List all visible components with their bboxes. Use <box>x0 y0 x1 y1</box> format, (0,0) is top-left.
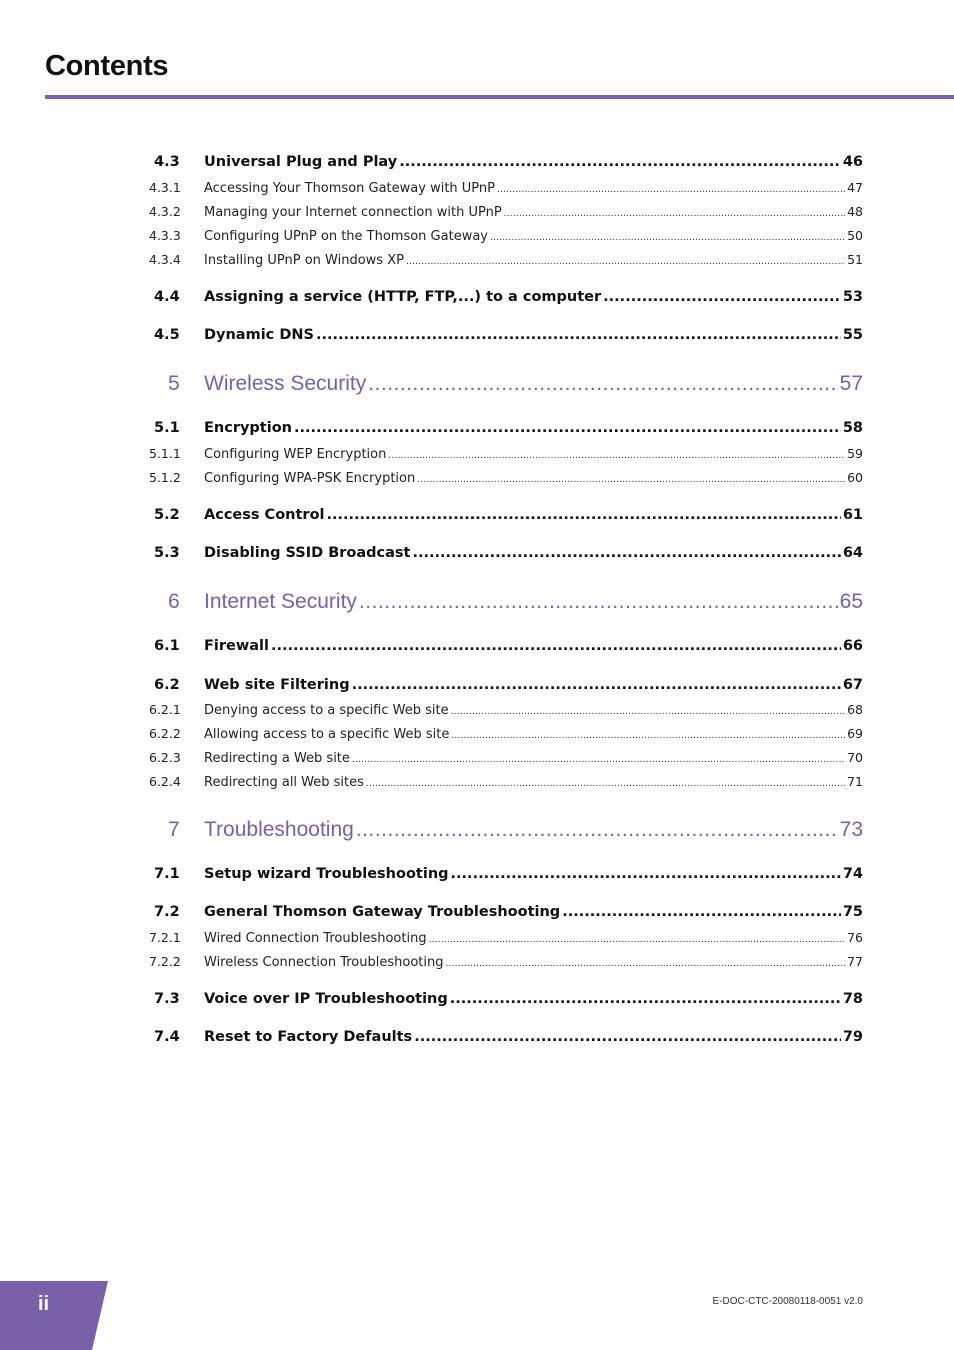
toc-dot-leader <box>451 731 845 741</box>
toc-subsection-entry[interactable] <box>140 702 863 718</box>
toc-dot-leader <box>359 590 838 614</box>
toc-entry-title: Encryption <box>204 420 292 436</box>
toc-entry-title: Assigning a service (HTTP, FTP,...) to a computer <box>204 289 602 305</box>
toc-entry-number: 5.3 <box>154 545 180 561</box>
toc-dot-leader <box>271 638 841 654</box>
toc-entry-title: Firewall <box>204 638 269 654</box>
toc-dot-leader <box>450 991 841 1007</box>
toc-entry-title: Access Control <box>204 507 325 523</box>
toc-entry-page: 58 <box>842 420 863 436</box>
toc-entry-page: 78 <box>842 991 863 1007</box>
toc-entry-page: 74 <box>842 866 863 882</box>
page-number: ii <box>38 1293 50 1315</box>
toc-entry-number: 4.5 <box>154 327 180 343</box>
toc-subsection-entry[interactable] <box>140 228 863 244</box>
page-title: Contents <box>45 50 169 82</box>
toc-dot-leader <box>497 185 845 195</box>
toc-dot-leader <box>368 372 837 396</box>
toc-entry-page: 71 <box>847 774 863 789</box>
toc-subsection-entry[interactable] <box>140 954 863 970</box>
toc-section-entry[interactable] <box>140 677 863 693</box>
toc-entry-title: Disabling SSID Broadcast <box>204 545 411 561</box>
toc-entry-number: 7.2 <box>154 904 180 920</box>
toc-section-entry[interactable] <box>140 866 863 882</box>
document-id: E-DOC-CTC-20080118-0051 v2.0 <box>712 1296 863 1307</box>
toc-entry-title: General Thomson Gateway Troubleshooting <box>204 904 561 920</box>
toc-entry-number: 6.2.4 <box>149 774 181 789</box>
toc-entry-number: 6.2 <box>154 677 180 693</box>
toc-entry-page: 51 <box>847 252 863 267</box>
toc-section-entry[interactable] <box>140 1029 863 1045</box>
toc-entry-number: 5.1.1 <box>149 446 181 461</box>
toc-section-entry[interactable] <box>140 545 863 561</box>
toc-entry-page: 59 <box>847 446 863 461</box>
toc-entry-page: 50 <box>847 228 863 243</box>
toc-entry-title: Universal Plug and Play <box>204 154 398 170</box>
toc-dot-leader <box>417 475 845 485</box>
toc-dot-leader <box>366 779 845 789</box>
toc-entry-title: Configuring UPnP on the Thomson Gateway <box>204 229 488 244</box>
toc-entry-page: 75 <box>842 904 863 920</box>
toc-section-entry[interactable] <box>140 507 863 523</box>
toc-section-entry[interactable] <box>140 991 863 1007</box>
toc-entry-page: 68 <box>847 702 863 717</box>
toc-entry-title: Voice over IP Troubleshooting <box>204 991 448 1007</box>
toc-entry-title: Dynamic DNS <box>204 327 314 343</box>
toc-subsection-entry[interactable] <box>140 470 863 486</box>
toc-entry-number: 6.2.3 <box>149 750 181 765</box>
page-tab-shape <box>0 1281 108 1350</box>
toc-entry-page: 70 <box>847 750 863 765</box>
toc-section-entry[interactable] <box>140 638 863 654</box>
toc-entry-number: 5 <box>168 372 180 395</box>
toc-entry-number: 7.4 <box>154 1029 180 1045</box>
toc-entry-number: 6.1 <box>154 638 180 654</box>
toc-dot-leader <box>352 755 845 765</box>
toc-entry-title: Wireless Security <box>204 372 367 395</box>
toc-dot-leader <box>327 507 841 523</box>
toc-entry-page: 76 <box>847 930 863 945</box>
toc-entry-page: 69 <box>847 726 863 741</box>
toc-entry-title: Wireless Connection Troubleshooting <box>204 955 444 970</box>
toc-dot-leader <box>429 935 846 945</box>
toc-entry-title: Configuring WPA-PSK Encryption <box>204 471 416 486</box>
toc-entry-number: 7.2.2 <box>149 954 181 969</box>
toc-dot-leader <box>414 1029 841 1045</box>
toc-subsection-entry[interactable] <box>140 774 863 790</box>
toc-dot-leader <box>388 451 845 461</box>
toc-section-entry[interactable] <box>140 420 863 436</box>
toc-subsection-entry[interactable] <box>140 180 863 196</box>
toc-entry-title: Troubleshooting <box>204 818 354 841</box>
toc-subsection-entry[interactable] <box>140 726 863 742</box>
toc-dot-leader <box>412 545 840 561</box>
toc-entry-title: Configuring WEP Encryption <box>204 447 387 462</box>
toc-entry-title: Denying access to a specific Web site <box>204 703 449 718</box>
toc-entry-title: Wired Connection Troubleshooting <box>204 931 427 946</box>
toc-entry-number: 4.3 <box>154 154 180 170</box>
toc-entry-page: 57 <box>839 372 863 395</box>
toc-entry-title: Setup wizard Troubleshooting <box>204 866 449 882</box>
toc-entry-number: 4.3.1 <box>149 180 181 195</box>
toc-dot-leader <box>352 677 841 693</box>
toc-chapter-entry[interactable] <box>140 818 863 842</box>
toc-dot-leader <box>603 289 841 305</box>
toc-chapter-entry[interactable] <box>140 372 863 396</box>
toc-entry-page: 48 <box>847 204 863 219</box>
toc-entry-page: 46 <box>842 154 863 170</box>
toc-section-entry[interactable] <box>140 327 863 343</box>
toc-entry-number: 4.3.4 <box>149 252 181 267</box>
toc-dot-leader <box>406 257 845 267</box>
toc-entry-page: 67 <box>842 677 863 693</box>
toc-entry-title: Installing UPnP on Windows XP <box>204 253 404 268</box>
toc-entry-number: 5.1.2 <box>149 470 181 485</box>
toc-section-entry[interactable] <box>140 289 863 305</box>
toc-dot-leader <box>399 154 841 170</box>
toc-entry-title: Web site Filtering <box>204 677 350 693</box>
toc-entry-page: 66 <box>842 638 863 654</box>
toc-entry-page: 65 <box>839 590 863 613</box>
toc-dot-leader <box>490 233 845 243</box>
toc-entry-title: Reset to Factory Defaults <box>204 1029 413 1045</box>
toc-entry-page: 79 <box>842 1029 863 1045</box>
toc-entry-number: 7.1 <box>154 866 180 882</box>
toc-entry-title: Internet Security <box>204 590 357 613</box>
toc-entry-title: Redirecting all Web sites <box>204 775 364 790</box>
toc-subsection-entry[interactable] <box>140 930 863 946</box>
toc-dot-leader <box>356 818 838 842</box>
toc-subsection-entry[interactable] <box>140 204 863 220</box>
toc-entry-page: 47 <box>847 180 863 195</box>
toc-entry-number: 7.3 <box>154 991 180 1007</box>
toc-subsection-entry[interactable] <box>140 750 863 766</box>
toc-entry-number: 5.1 <box>154 420 180 436</box>
toc-entry-page: 55 <box>842 327 863 343</box>
toc-dot-leader <box>294 420 841 436</box>
toc-entry-number: 6 <box>168 590 180 613</box>
toc-dot-leader <box>562 904 841 920</box>
toc-dot-leader <box>504 209 845 219</box>
toc-entry-page: 77 <box>847 954 863 969</box>
toc-dot-leader <box>451 707 845 717</box>
toc-entry-number: 7 <box>168 818 180 841</box>
toc-entry-title: Allowing access to a specific Web site <box>204 727 450 742</box>
toc-entry-number: 4.3.2 <box>149 204 181 219</box>
toc-entry-page: 64 <box>842 545 863 561</box>
toc-entry-number: 7.2.1 <box>149 930 181 945</box>
toc-dot-leader <box>316 327 841 343</box>
toc-entry-page: 73 <box>839 818 863 841</box>
toc-entry-title: Accessing Your Thomson Gateway with UPnP <box>204 181 495 196</box>
page-number-tab <box>0 1281 108 1350</box>
toc-dot-leader <box>451 866 841 882</box>
toc-entry-page: 60 <box>847 470 863 485</box>
toc-entry-number: 4.4 <box>154 289 180 305</box>
toc-chapter-entry[interactable] <box>140 590 863 614</box>
toc-subsection-entry[interactable] <box>140 252 863 268</box>
toc-entry-number: 4.3.3 <box>149 228 181 243</box>
toc-section-entry[interactable] <box>140 154 863 170</box>
toc-entry-number: 5.2 <box>154 507 180 523</box>
toc-entry-title: Managing your Internet connection with UPnP <box>204 205 502 220</box>
toc-dot-leader <box>445 959 845 969</box>
toc-subsection-entry[interactable] <box>140 446 863 462</box>
toc-entry-title: Redirecting a Web site <box>204 751 350 766</box>
toc-entry-number: 6.2.2 <box>149 726 181 741</box>
toc-entry-page: 61 <box>842 507 863 523</box>
toc-entry-number: 6.2.1 <box>149 702 181 717</box>
toc-entry-page: 53 <box>842 289 863 305</box>
toc-section-entry[interactable] <box>140 904 863 920</box>
